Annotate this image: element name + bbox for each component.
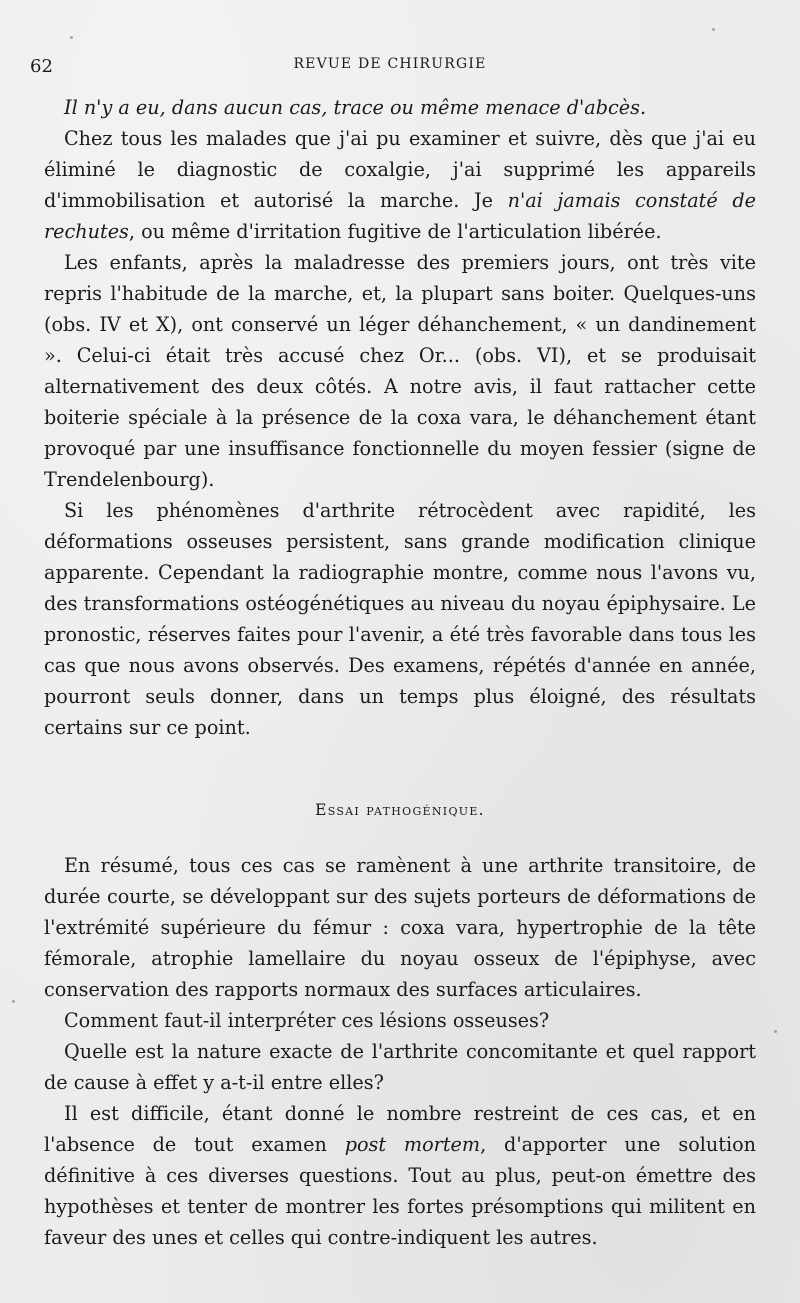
paper-speck [712, 28, 715, 31]
paragraph-6: Comment faut-il interpréter ces lésions osseuses? [64, 1009, 550, 1032]
paragraph-2-text-b: , ou même d'irritation fugitive de l'articulation libérée. [128, 220, 662, 243]
paragraph-5: En résumé, tous ces cas se ramènent à une arthrite transitoire, de durée courte, se développant sur des sujets porteurs de déformations de l'extrémité supérieure du fémur : coxa vara, hypertrophie de la tête fémorale, atrophie lamellaire du noyau osseux de l'épiphyse, avec conservation des rapports normaux des surfaces articulaires. [44, 854, 756, 1001]
paragraph-2-emphasis: n'ai jamais constaté de rechutes [44, 189, 756, 243]
page-number: 62 [30, 56, 53, 77]
paper-speck [774, 1030, 777, 1033]
paragraph-7: Quelle est la nature exacte de l'arthrite concomitante et quel rapport de cause à effet y a-t-il entre elles? [44, 1040, 756, 1094]
paragraph-8-text-b: , d'apporter une solution définitive à ces diverses questions. Tout au plus, peut-on émettre des hypothèses et tenter de montrer les fortes présomptions qui militent en faveur des unes et celles qui contre-indiquent les autres. [44, 1133, 756, 1249]
paper-speck [12, 1000, 15, 1003]
paragraph-2 [44, 123, 756, 247]
paragraph-8 [44, 1098, 756, 1253]
paper-speck [70, 36, 73, 39]
paragraph-1: Il n'y a eu, dans aucun cas, trace ou même menace d'abcès. [64, 96, 647, 119]
page-header [30, 52, 750, 76]
paragraph-8-emphasis: post mortem [344, 1133, 481, 1156]
paragraph-8-text-a: Il est difficile, étant donné le nombre restreint de ces cas, et en l'absence de tout examen [44, 1102, 756, 1156]
paragraph-4: Si les phénomènes d'arthrite rétrocèdent avec rapidité, les déformations osseuses persistent, sans grande modification clinique apparente. Cependant la radiographie montre, comme nous l'avons vu, des transformations ostéogénétiques au niveau du noyau épiphysaire. Le pronostic, réserves faites pour l'avenir, a été très favorable dans tous les cas que nous avons observés. Des examens, répétés d'année en année, pourront seuls donner, dans un temps plus éloigné, des résultats certains sur ce point. [44, 499, 756, 739]
paragraph-3: Les enfants, après la maladresse des premiers jours, ont très vite repris l'habitude de la marche, et, la plupart sans boiter. Quelques-uns (obs. IV et X), ont conservé un léger déhanchement, « un dandinement ». Celui-ci était très accusé chez Or... (obs. VI), et se produisait alternativement des deux côtés. A notre avis, il faut rattacher cette boiterie spéciale à la présence de la coxa vara, le déhanchement étant provoqué par une insuffisance fonctionnelle du moyen fessier (signe de Trendelenbourg). [44, 251, 756, 491]
paragraph-2-text-a: Chez tous les malades que j'ai pu examiner et suivre, dès que j'ai eu éliminé le diagnostic de coxalgie, j'ai supprimé les appareils d'immobilisation et autorisé la marche. Je [44, 127, 756, 212]
body-text [44, 92, 756, 1253]
running-head: REVUE DE CHIRURGIE [293, 56, 487, 72]
section-title: Essai pathogénique. [315, 801, 485, 819]
